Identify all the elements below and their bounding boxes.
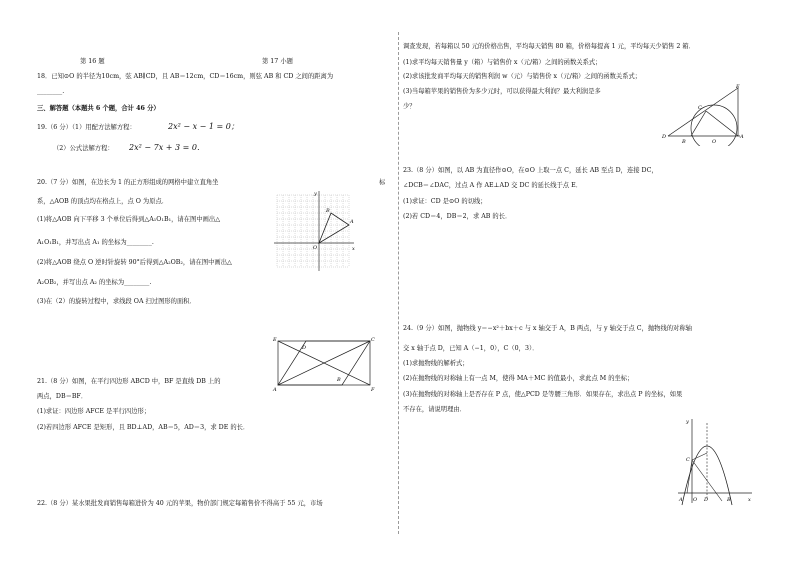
q19-equation-1: 2x² − x − 1 = 0； [168, 122, 239, 131]
q20-line6: A₂OB₂，并写出点 A₂ 的坐标为________. [37, 279, 152, 286]
para-label-d: D [302, 345, 307, 351]
q18-blank: ________. [37, 88, 65, 95]
q21-line3: (1)求证：四边形 AFCE 是平行四边形； [37, 408, 151, 415]
coordinate-grid-figure [272, 187, 358, 273]
q24-line1: 24.（9 分）如图，抛物线 y＝−x²＋bx＋c 与 x 轴交于 A，B 两点，与 y 轴交于点 C，抛物线的对称轴 [403, 325, 692, 332]
q22-line3: (1)求平均每天销售量 y（箱）与销售价 x（元/箱）之间的函数关系式； [403, 59, 602, 66]
parallelogram-figure [270, 335, 380, 395]
q19-equation-2: 2x² − 7x + 3 = 0． [129, 143, 205, 152]
q24-line5: (3)在抛物线的对称轴上是否存在 P 点，使△PCD 是等腰三角形．如果存在，求出点 P 的坐标，如果 [403, 391, 683, 398]
q24-line6: 不存在，请说明理由． [403, 406, 466, 413]
grid-label-y: y [314, 191, 317, 197]
q23-line2: ∠DCB＝∠DAC，过点 A 作 AE⊥AD 交 DC 的延长线于点 E． [403, 182, 583, 189]
q18-text: 18．已知⊙O 的半径为10cm，弦 AB∥CD，且 AB＝12cm，CD＝16cm，则弦 AB 和 CD 之间的距离为 [37, 73, 334, 80]
parabola-label-x: x [748, 497, 751, 503]
q23-line3: (1)求证：CD 是⊙O 的切线； [403, 198, 487, 205]
parabola-figure [674, 415, 756, 507]
q21-line2: 两点，DB＝BF． [37, 393, 88, 400]
q20-line1: 20.（7 分）如图，在边长为 1 的正方形组成的网格中建立直角坐 [37, 179, 219, 186]
q22-line1: 22.（8 分）某水果批发商销售每箱进价为 40 元的苹果，物价部门规定每箱售价不得高于 55 元，市场 [37, 500, 323, 507]
parabola-label-o: O [693, 497, 698, 503]
grid-label-a: A [350, 219, 354, 225]
q20-line1-tail: 标 [379, 179, 386, 186]
figure-label-17: 第 17 小题 [262, 58, 293, 65]
grid-label-x: x [352, 246, 355, 252]
parabola-label-c: C [686, 457, 690, 463]
q20-line2: 系，△AOB 的顶点均在格点上，点 O 为原点． [37, 198, 169, 205]
q22-line5: (3)当每箱苹果的销售价为多少元时，可以获得最大利润？最大利润是多 [403, 88, 601, 95]
parabola-label-a: A [679, 497, 683, 503]
circle-label-c: C [698, 105, 702, 111]
column-divider [398, 32, 399, 534]
q23-line4: (2)若 CD＝4，DB＝2，求 AB 的长． [403, 213, 512, 220]
grid-label-o: O [313, 245, 318, 251]
q20-line5: (2)将△AOB 绕点 O 逆时针旋转 90°后得到△A₂OB₂，请在图中画出△ [37, 259, 232, 266]
para-label-e: E [273, 337, 277, 343]
q21-line4: (2)若四边形 AFCE 是矩形，且 BD⊥AD，AB＝5，AD＝3，求 DE 的长． [37, 424, 250, 431]
q24-line3: (1)求抛物线的解析式； [403, 360, 469, 367]
q22-line2: 调查发现，若每箱以 50 元的价格出售，平均每天销售 80 箱，价格每提高 1 元，平均每天少销售 2 箱． [403, 43, 695, 50]
circle-label-d: D [662, 134, 667, 140]
q22-line4: (2)求该批发商平均每天的销售利润 w（元）与销售价 x（元/箱）之间的函数关系式； [403, 73, 642, 80]
circle-label-b: B [682, 139, 686, 145]
parabola-label-b: B [727, 497, 731, 503]
grid-label-b: B [326, 208, 330, 214]
q23-line1: 23.（8 分）如图，以 AB 为直径作⊙O，在⊙O 上取一点 C，延长 AB 至点 D，连接 DC， [403, 167, 658, 174]
para-label-f: F [371, 387, 375, 393]
circle-label-a: A [740, 134, 744, 140]
q22-line6: 少？ [403, 103, 416, 110]
parabola-label-d: D [704, 497, 709, 503]
q19-part2: （2）公式法解方程： [53, 145, 114, 152]
q24-line4: (2)在抛物线的对称轴上有一点 M，使得 MA＋MC 的值最小，求此点 M 的坐标； [403, 375, 634, 382]
q20-line7: (3)在（2）的旋转过程中，求线段 OA 扫过图形的面积． [37, 298, 196, 305]
parabola-label-y: y [686, 419, 689, 425]
section-3-heading: 三、解答题（本题共 6 个题，合计 46 分） [37, 105, 160, 112]
circle-label-e: E [736, 84, 740, 90]
circle-label-o: O [712, 139, 717, 145]
q20-line4: A₁O₁B₁，并写出点 A₁ 的坐标为________. [37, 239, 154, 246]
para-label-a: A [273, 387, 277, 393]
q19-part1: 19.（6 分）（1）用配方法解方程： [37, 124, 136, 131]
figure-label-16: 第 16 题 [80, 58, 105, 65]
circle-tangent-figure [660, 82, 746, 146]
q21-line1: 21.（8 分）如图，在平行四边形 ABCD 中，BF 是直线 DB 上的 [37, 378, 221, 385]
para-label-b: B [337, 377, 341, 383]
para-label-c: C [371, 337, 375, 343]
q24-line2: 交 x 轴于点 D，已知 A（−1，0），C（0，3）． [403, 345, 539, 352]
q20-line3: (1)将△AOB 向下平移 3 个单位后得到△A₁O₁B₁，请在图中画出△ [37, 216, 221, 223]
